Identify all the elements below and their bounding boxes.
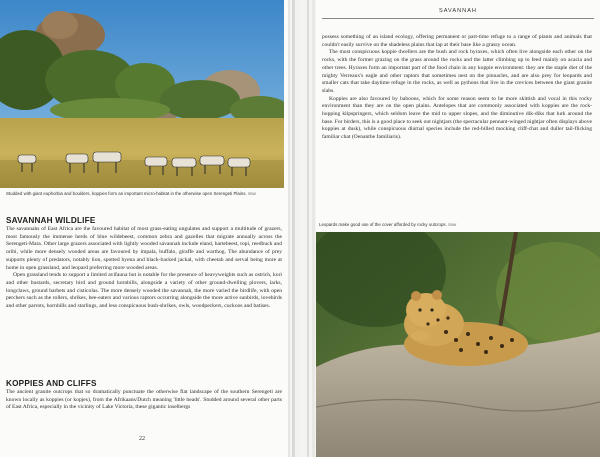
caption-credit: SBW — [247, 192, 257, 196]
caption-credit: SBW — [448, 223, 457, 227]
paragraph: The ancient granite outcrops that so dramatically punctuate the otherwise flat landscape of the southern Serengeti are known locally as koppies (or kopjes), from the Afrikaans/Dutch meaning 'little heads'. Studded around several other parts of East Africa, especially in the vicinity of Lake Victoria, these gigantic inselbergs — [6, 389, 282, 411]
header-rule — [322, 18, 594, 19]
section-heading-koppies-and-cliffs: KOPPIES AND CLIFFS — [6, 379, 97, 388]
book-gutter — [288, 0, 316, 457]
savannah-wildlife-text — [6, 226, 282, 311]
koppies-text — [6, 389, 282, 412]
paragraph: Koppies are also favoured by baboons, which for some reason seem to be more skittish and vocal in this rocky environment than they are on the open plains. Antelopes that are commonly associated with koppies are the rock-hopping klipspringers, which seldom leave the mid to upper slopes, and the diminutive dik-diks that lurk around the base. For birders, this is a good place to seek out nightjars (the spectacular pennant-winged nightjar often displays above koppies at dusk), while conspicuous diurnal species include the red-billed mocking cliff-chat and duller tail-flicking familiar chat (Oenanthe familiaris). — [322, 95, 592, 141]
page-number: 22 — [139, 436, 145, 442]
section-heading-savannah-wildlife: SAVANNAH WILDLIFE — [6, 216, 96, 225]
photo-caption-right — [319, 222, 589, 228]
paragraph: Open grassland tends to support a limited avifauna but is notable for the presence of heavyweights such as ostrich, kori and other bustards, secretary bird and ground hornbills, alongside a variety of other ground-dwelling plovers, larks, longclaws, ground barbets and cisticolas. The more densely wooded the savannah, the more varied the birdlife, with open perchers such as the rollers, shrikes, bee-eaters and various raptors occurring alongside the more active sunbirds, lovebirds and other parrots, hornbills and starlings, and less conspicuous bush-shrikes, owls, woodpeckers, cuckoos and batises. — [6, 272, 282, 310]
caption-text: Leopards make good use of the cover afforded by rocky outcrops. — [319, 222, 447, 227]
savanna-zebra-photo — [0, 0, 284, 188]
paragraph: The savannahs of East Africa are the favoured habitat of most grass-eating ungulates and support a multitude of grazers, most famously the immense herds of blue wildebeest, common zebra and gazelles that migrate annually across the Serengeti-Mara. Other large grazers associated with lightly wooded savannah include eland, hartebeest, topi, reedbuck and oribi, while more densely wooded areas are favoured by impala, buffalo, giraffe and warthog. The abundance of prey supports plenty of predators, notably lion, spotted hyena and black-backed jackal, with cheetah and serval being more at home in open grassland, and leopard preferring more wooded areas. — [6, 226, 282, 271]
paragraph: possess something of an island ecology, offering permanent or part-time refuge to a range of plants and animals that couldn't easily survive on the shadeless plains that lap at their base like a grassy ocean. — [322, 34, 592, 48]
running-header: SAVANNAH — [439, 8, 477, 14]
koppies-continued-text — [322, 34, 592, 142]
caption-text: Studded with giant euphorbia and boulders, koppies form an important micro-habitat in the otherwise open Serengeti Plains. — [6, 191, 247, 196]
photo-caption-left — [6, 191, 276, 197]
leopard-on-rock-photo — [316, 232, 600, 457]
paragraph: The most conspicuous koppie dwellers are the bush and rock hyraxes, which often live alongside each other on the rocks, with the former grazing on the grass around the rocks and the latter climbing up to feed mainly on acacia and other trees. Hyraxes form an important part of the food chain in any koppie environment: they are the staple diet of the mighty Verreaux's eagle and other raptors that sometimes nest on the pinnacles, and are also prey for leopards and smaller cats that take daytime refuge in the rocks, as well as pythons that live in the crevices between the giant granite slabs. — [322, 49, 592, 94]
